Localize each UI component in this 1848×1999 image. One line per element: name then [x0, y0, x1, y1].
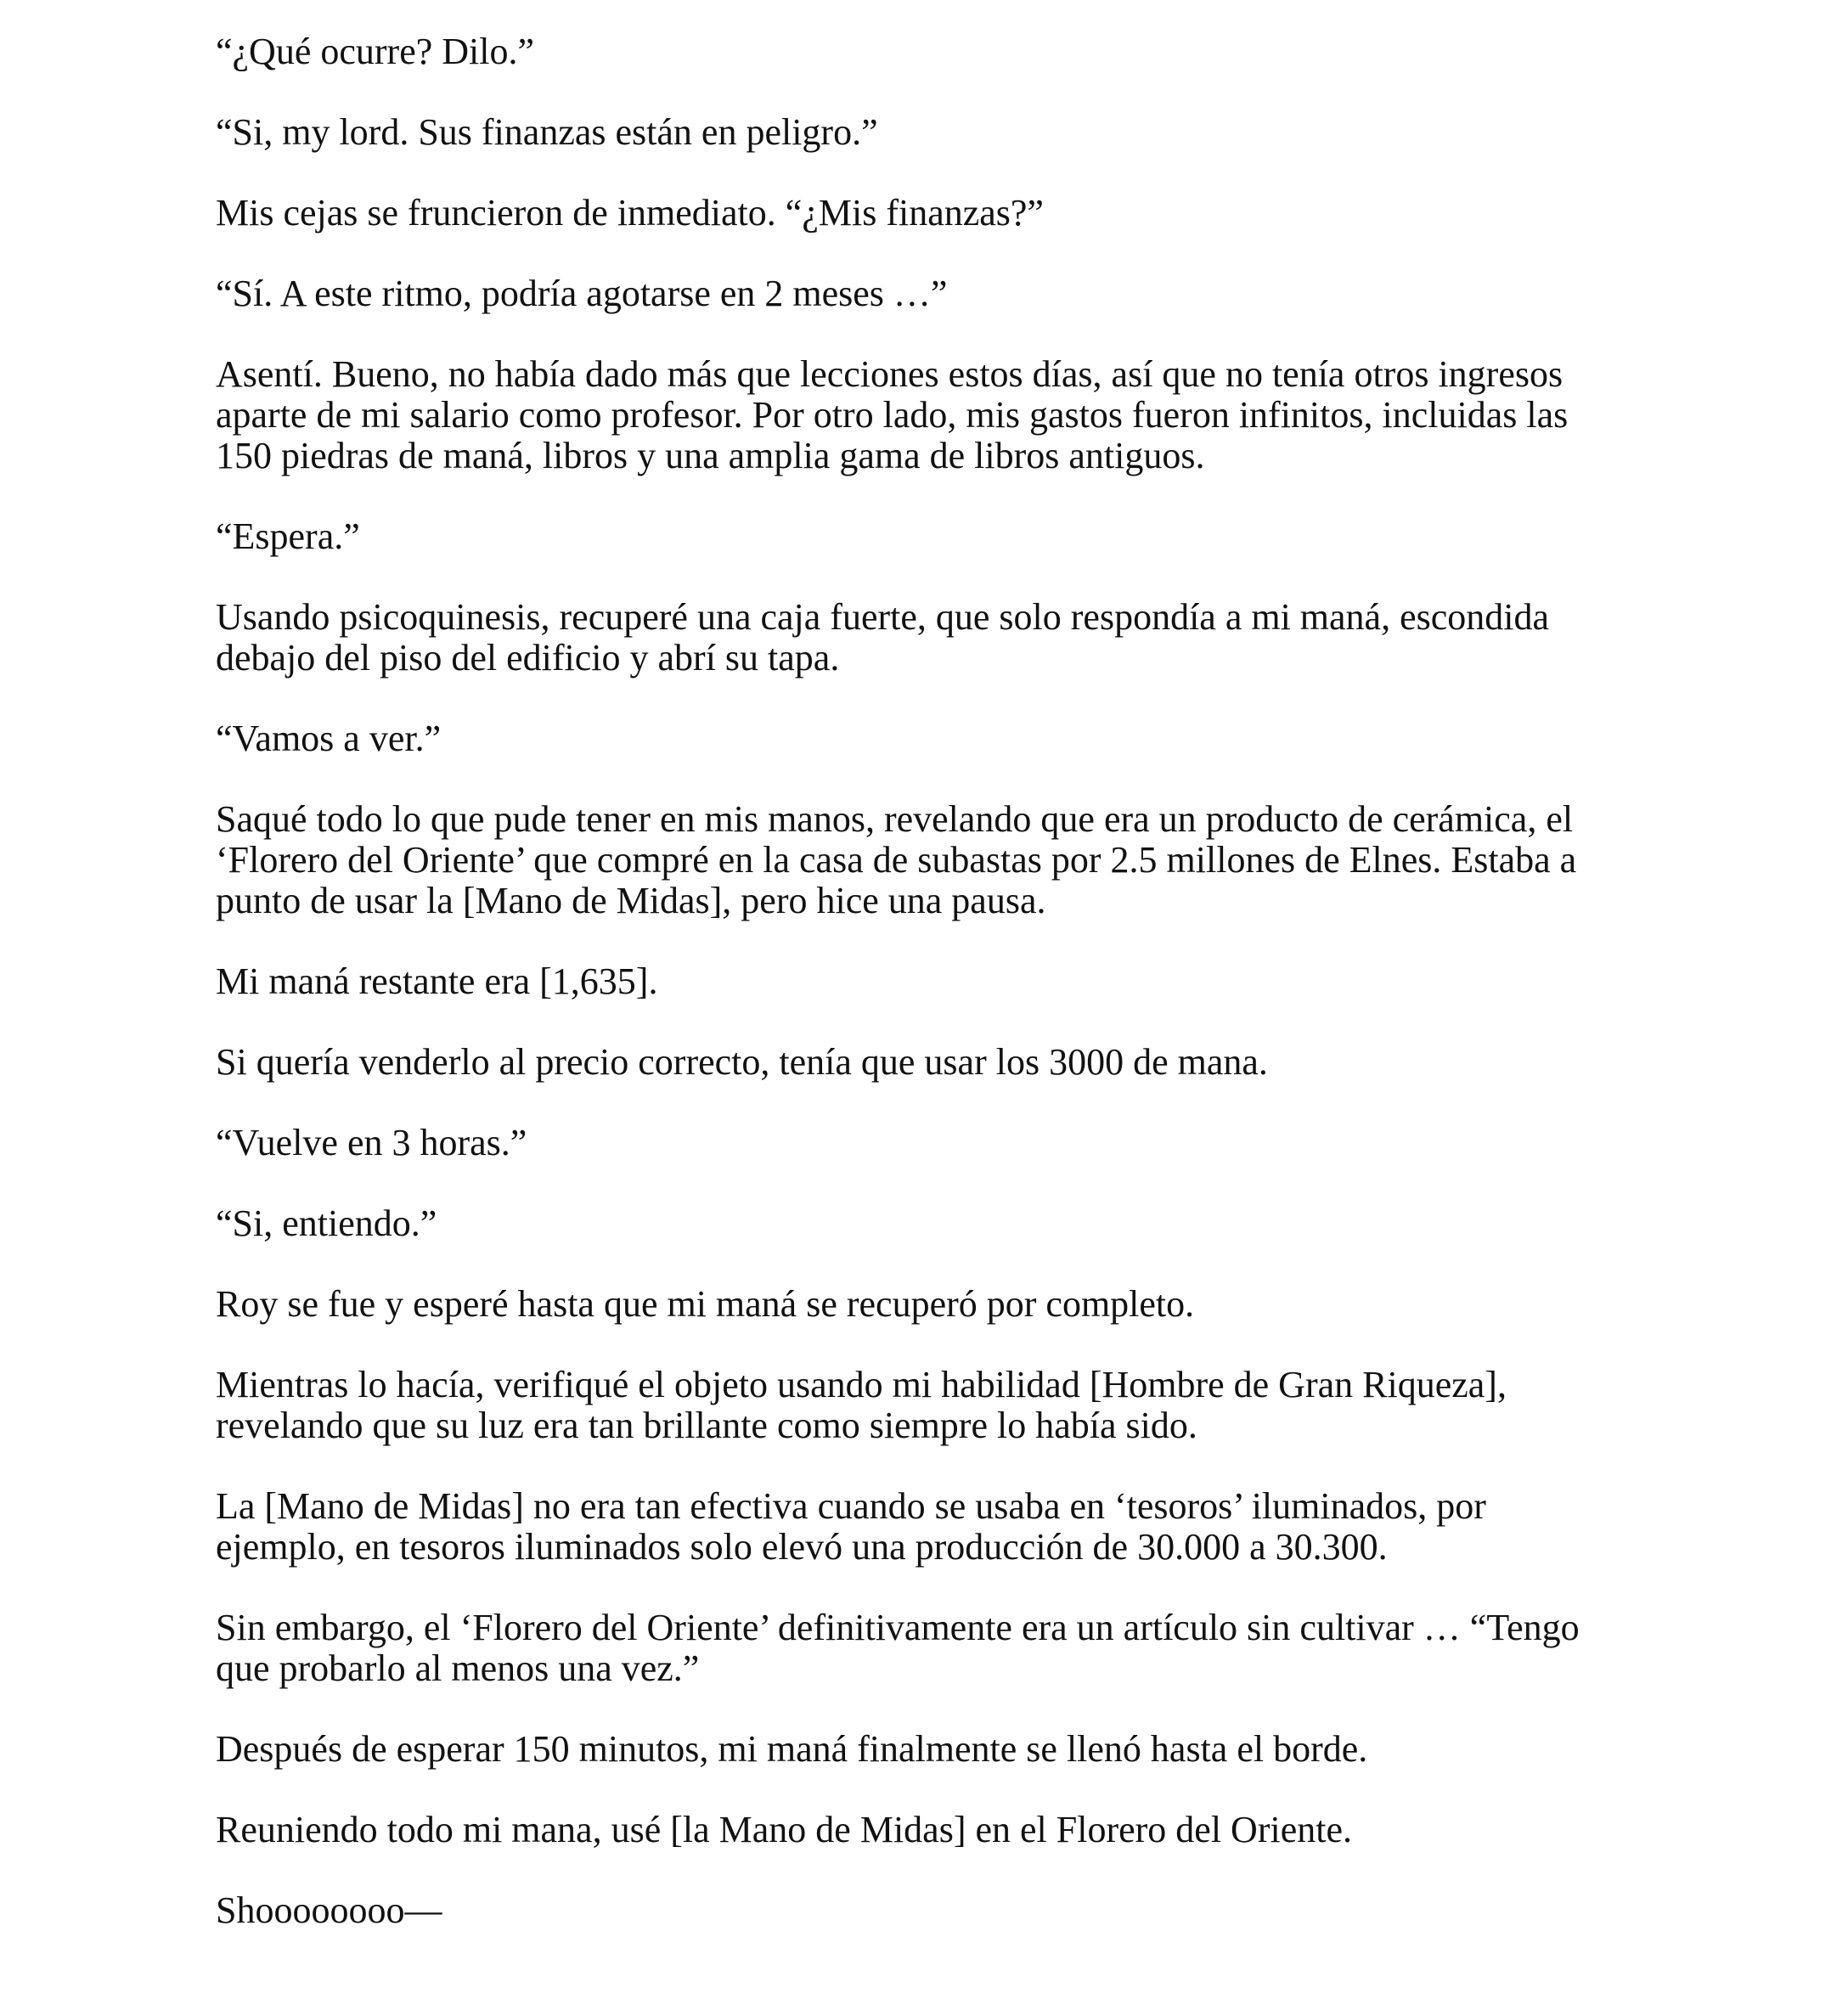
paragraph: Usando psicoquinesis, recuperé una caja fuerte, que solo respondía a mi maná, escondida debajo del piso del edificio y abrí su tapa. — [216, 596, 1550, 679]
paragraph: “Sí. A este ritmo, podría agotarse en 2 meses …” — [216, 273, 948, 314]
paragraph: “Vuelve en 3 horas.” — [216, 1122, 527, 1163]
paragraph: Sin embargo, el ‘Florero del Oriente’ definitivamente era un artículo sin cultivar … “Tengo que probarlo al menos una vez.” — [216, 1607, 1580, 1689]
paragraph: Reuniendo todo mi mana, usé [la Mano de Midas] en el Florero del Oriente. — [216, 1809, 1352, 1850]
paragraph: Roy se fue y esperé hasta que mi maná se recuperó por completo. — [216, 1283, 1195, 1325]
paragraph: Mientras lo hacía, verifiqué el objeto usando mi habilidad [Hombre de Gran Riqueza], revelando que su luz era tan brillante como siempre lo había sido. — [216, 1364, 1507, 1446]
paragraph: “Vamos a ver.” — [216, 718, 442, 759]
paragraph: “Si, my lord. Sus finanzas están en peligro.” — [216, 111, 878, 153]
paragraph: Mis cejas se fruncieron de inmediato. “¿Mis finanzas?” — [216, 192, 1044, 234]
paragraph: “Espera.” — [216, 515, 360, 557]
paragraph: Mi maná restante era [1,635]. — [216, 960, 658, 1002]
paragraph: Saqué todo lo que pude tener en mis manos, revelando que era un producto de cerámica, el ‘Florero del Oriente’ que compré en la casa de subastas por 2.5 millones de Elnes. Estaba a punto de usar la [Mano de Midas], pero hice una pausa. — [216, 798, 1577, 921]
paragraph: Shoooooooo— — [216, 1889, 442, 1931]
paragraph: Si quería venderlo al precio correcto, tenía que usar los 3000 de mana. — [216, 1041, 1268, 1083]
paragraph: Después de esperar 150 minutos, mi maná finalmente se llenó hasta el borde. — [216, 1728, 1368, 1770]
paragraph: Asentí. Bueno, no había dado más que lecciones estos días, así que no tenía otros ingresos aparte de mi salario como profesor. Por otro lado, mis gastos fueron infinitos, incluidas las 150 piedras de maná, libros y una amplia gama de libros antiguos. — [216, 353, 1569, 476]
paragraph: “Si, entiendo.” — [216, 1202, 437, 1244]
paragraph: “¿Qué ocurre? Dilo.” — [216, 31, 535, 72]
paragraph: La [Mano de Midas] no era tan efectiva cuando se usaba en ‘tesoros’ iluminados, por ejemplo, en tesoros iluminados solo elevó una producción de 30.000 a 30.300. — [216, 1485, 1486, 1568]
